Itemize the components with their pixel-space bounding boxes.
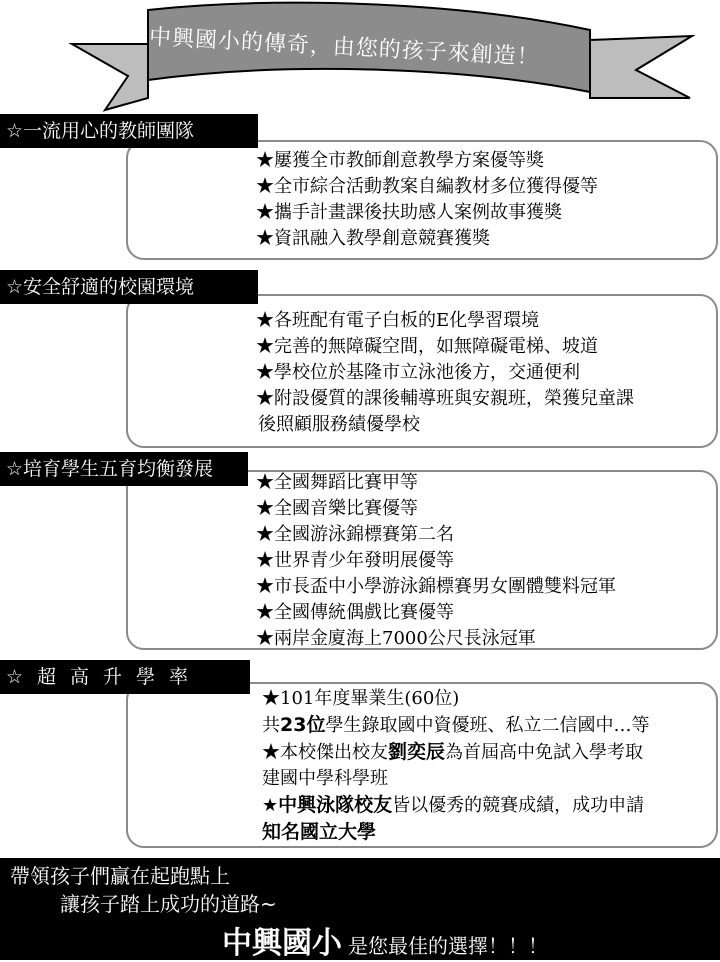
list-text: 皆以優秀的競賽成績，成功申請 xyxy=(392,795,645,816)
footer-closing xyxy=(222,918,548,962)
list-item xyxy=(242,819,720,846)
section-tab-admission: ☆超高升學率 xyxy=(0,660,250,694)
list-item: ★全市綜合活動教案自編教材多位獲得優等 xyxy=(256,176,598,197)
list-item xyxy=(242,712,720,739)
list-text: ★本校傑出校友 xyxy=(262,742,388,763)
footer-banner xyxy=(0,858,720,960)
footer-slogan-2: 讓孩子踏上成功的道路~ xyxy=(60,892,277,916)
list-text: 共 xyxy=(262,715,280,736)
footer-tagline: 是您最佳的選擇！！！ xyxy=(348,934,548,958)
list-item: ★全國傳統偶戲比賽優等 xyxy=(256,602,454,623)
highlight-text: 23位 xyxy=(280,714,326,736)
footer-slogan-1: 帶領孩子們贏在起跑點上 xyxy=(10,864,230,888)
footer-school-name: 中興國小 xyxy=(222,926,342,961)
list-item: ★世界青少年發明展優等 xyxy=(256,550,454,571)
section-tab-development: ☆培育學生五育均衡發展 xyxy=(0,452,248,486)
list-item: ★攜手計畫課後扶助感人案例故事獲獎 xyxy=(256,202,562,223)
list-item: ★全國音樂比賽優等 xyxy=(256,498,418,519)
list-item: ★附設優質的課後輔導班與安親班，榮獲兒童課 xyxy=(256,388,634,409)
list-item: ★101年度畢業生(60位) xyxy=(262,688,460,709)
section-list-teachers xyxy=(236,148,716,252)
list-item: ★兩岸金廈海上7000公尺長泳冠軍 xyxy=(256,628,536,649)
highlight-text: 劉奕辰 xyxy=(388,741,446,763)
list-text: ★ xyxy=(262,795,279,816)
section-list-admission xyxy=(242,686,720,846)
list-item: ★市長盃中小學游泳錦標賽男女團體雙料冠軍 xyxy=(256,576,616,597)
highlight-text: 知名國立大學 xyxy=(262,821,377,843)
section-list-development xyxy=(236,470,716,652)
list-item: ★全國游泳錦標賽第二名 xyxy=(256,524,454,545)
ribbon-left-tail xyxy=(72,44,148,110)
list-item: 建國中學科學班 xyxy=(262,768,388,789)
ribbon-right-tail xyxy=(590,36,692,98)
section-tab-campus: ☆安全舒適的校園環境 xyxy=(0,270,258,304)
list-item: ★各班配有電子白板的E化學習環境 xyxy=(256,310,540,331)
list-item: ★學校位於基隆市立泳池後方，交通便利 xyxy=(256,362,580,383)
list-text: 學生錄取國中資優班、私立二信國中…等 xyxy=(325,715,650,736)
list-item: ★資訊融入教學創意競賽獲獎 xyxy=(256,228,490,249)
list-item: ★全國舞蹈比賽甲等 xyxy=(256,472,418,493)
highlight-text: 中興泳隊校友 xyxy=(278,794,393,816)
list-item: ★屢獲全市教師創意教學方案優等獎 xyxy=(256,150,544,171)
list-item xyxy=(242,792,720,819)
list-item: ★完善的無障礙空間，如無障礙電梯、坡道 xyxy=(256,336,598,357)
list-item: 後照顧服務績優學校 xyxy=(258,414,420,435)
section-tab-teachers: ☆一流用心的教師團隊 xyxy=(0,114,258,148)
list-item xyxy=(242,739,720,766)
banner-title: 中興國小的傳奇，由您的孩子來創造！ xyxy=(148,24,541,71)
section-list-campus xyxy=(236,308,716,438)
list-text: 為首屆高中免試入學考取 xyxy=(445,742,644,763)
